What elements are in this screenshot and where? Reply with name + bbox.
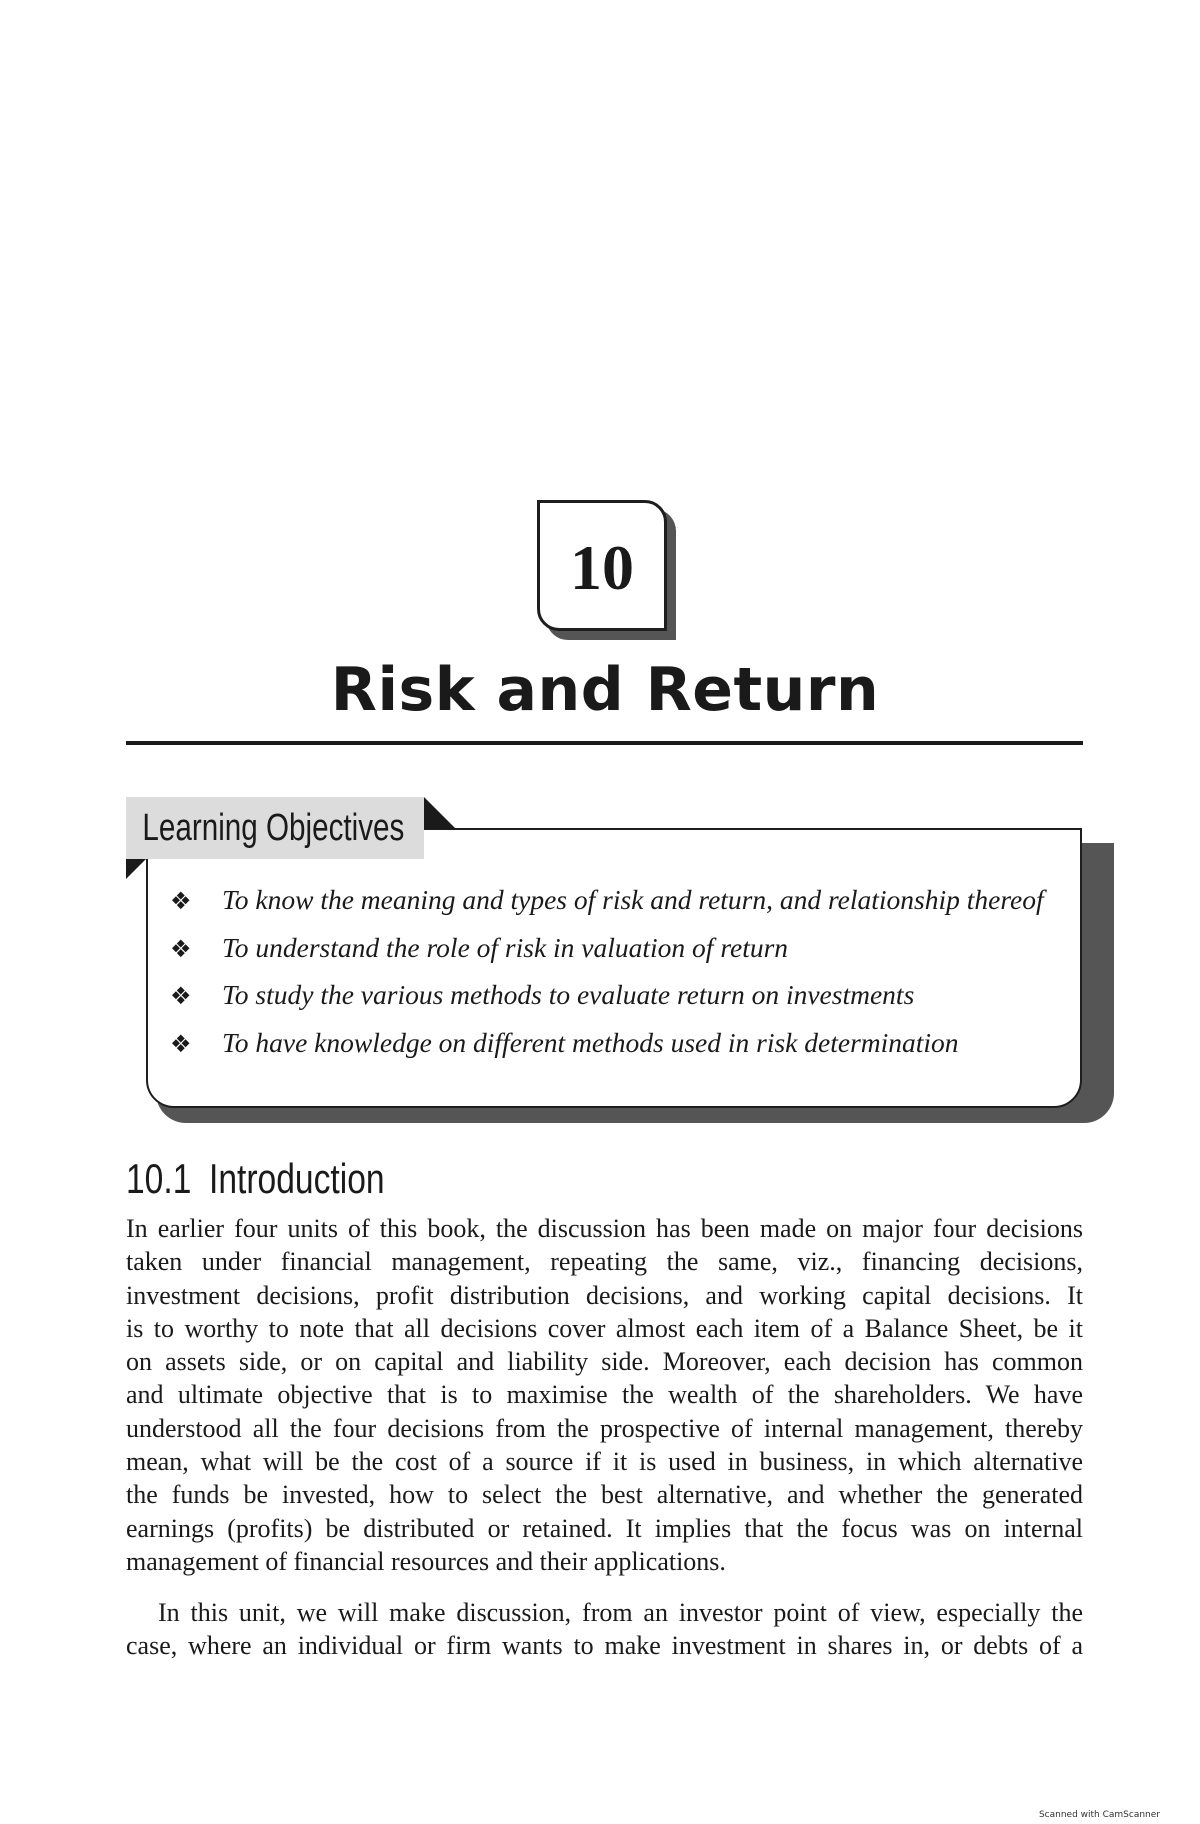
objective-text: To understand the role of risk in valuation of return [222,931,789,963]
learning-objectives-tab [126,797,424,859]
paragraph-line: taken under financial management, repeating the same, viz., financing decisions, [126,1247,1083,1277]
tab-corner-decoration [424,797,456,829]
paragraph-line: In this unit, we will make discussion, from an investor point of view, especially the [158,1598,1083,1627]
section-heading [126,1155,385,1203]
section-number: 10.1 [126,1155,192,1202]
chapter-number-box [537,500,667,631]
objective-item [170,884,1070,932]
paragraph-line: on assets side, or on capital and liability side. Moreover, each decision has common [126,1347,1083,1377]
paragraph-line: mean, what will be the cost of a source if it is used in business, in which alternative [126,1447,1083,1477]
objective-item [170,1027,1070,1075]
objective-text: To know the meaning and types of risk and return, and relationship thereof [222,884,1044,915]
objective-text: To study the various methods to evaluate return on investments [222,979,915,1010]
chapter-title: Risk and Return [330,655,880,725]
paragraph-line: understood all the four decisions from the prospective of internal management, thereby [126,1413,1083,1443]
paragraph-line: investment decisions, profit distribution decisions, and working capital decisions. It [126,1280,1083,1310]
learning-objectives-heading: Learning Objectives [142,806,405,849]
objective-text: To have knowledge on different methods used in risk determination [222,1026,959,1058]
diamond-bullet-icon: ❖ [170,982,192,1010]
section-title: Introduction [209,1155,385,1202]
diamond-bullet-icon: ❖ [170,1029,192,1058]
objective-item [170,932,1070,980]
chapter-number: 10 [570,531,634,603]
scanner-watermark: Scanned with CamScanner [1038,1810,1160,1820]
paragraph-line: In earlier four units of this book, the discussion has been made on major four decisions [126,1214,1083,1243]
tab-fold-decoration [126,859,146,879]
objectives-list [170,884,1070,1074]
title-divider [126,741,1083,745]
paragraph-line: management of financial resources and their applications. [126,1546,726,1576]
diamond-bullet-icon: ❖ [170,934,192,963]
paragraph-line: is to worthy to note that all decisions cover almost each item of a Balance Sheet, be it [126,1313,1083,1343]
paragraph-line: case, where an individual or firm wants to make investment in shares in, or debts of a [126,1631,1083,1661]
paragraph-line: the funds be invested, how to select the best alternative, and whether the generated [126,1480,1083,1510]
introduction-paragraph-1 [126,1212,1083,1578]
objective-item [170,979,1070,1027]
diamond-bullet-icon: ❖ [170,887,192,915]
introduction-paragraph-2 [126,1596,1083,1663]
paragraph-line: and ultimate objective that is to maximise the wealth of the shareholders. We have [126,1380,1083,1410]
paragraph-line: earnings (profits) be distributed or retained. It implies that the focus was on internal [126,1513,1083,1543]
